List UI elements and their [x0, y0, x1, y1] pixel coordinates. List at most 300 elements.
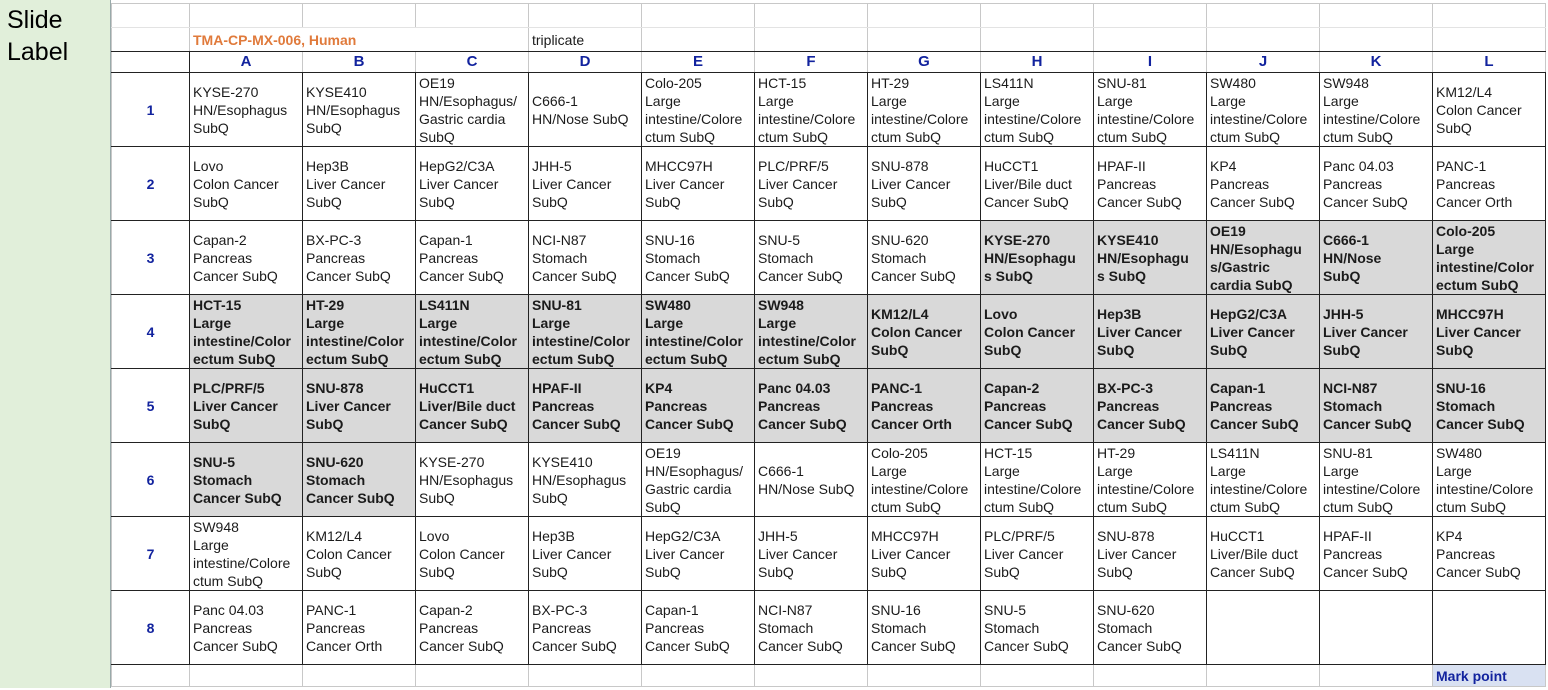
grid-cell-i3[interactable] [1094, 221, 1207, 295]
grid-cell-c8[interactable] [416, 591, 529, 665]
cell-text-line: Cancer SubQ [532, 415, 621, 432]
grid-cell-l5[interactable] [1433, 369, 1546, 443]
row-header-1[interactable]: 1 [112, 73, 190, 147]
cell-text-line: OE19 [1210, 222, 1246, 239]
cell-text-line: intestine/Colore [871, 480, 969, 497]
cell-text-line: Large [1323, 92, 1359, 109]
grid-cell-b8[interactable] [303, 591, 416, 665]
column-header-d[interactable]: D [529, 52, 642, 73]
grid-cell-k8[interactable] [1320, 591, 1433, 665]
grid-cell-h5[interactable] [981, 369, 1094, 443]
cell-text-line: Stomach [1436, 397, 1496, 414]
grid-cell-l8[interactable] [1433, 591, 1546, 665]
cell-text-line: SW480 [645, 296, 691, 313]
grid-cell-i1[interactable] [1094, 73, 1207, 147]
corner-cell[interactable] [112, 52, 190, 73]
cell-text-line: HN/Nose [1323, 249, 1382, 266]
cell-text-line: SubQ [871, 563, 907, 580]
cell-text-line: intestine/Color [193, 332, 292, 349]
cell-text-line: Colon Cancer [871, 323, 963, 340]
cell-text-line: Colon Cancer [984, 323, 1076, 340]
cell-text-line: ctum SubQ [1097, 498, 1168, 515]
sheet-cell[interactable] [1320, 4, 1433, 28]
cell-text-line: SubQ [1323, 267, 1361, 284]
grid-cell-i8[interactable] [1094, 591, 1207, 665]
grid-cell-j7[interactable] [1207, 517, 1320, 591]
column-header-i[interactable]: I [1094, 52, 1207, 73]
sheet-cell[interactable] [642, 665, 755, 687]
row-header-7[interactable]: 7 [112, 517, 190, 591]
cell-text-line: Cancer SubQ [645, 415, 734, 432]
cell-text-line: HT-29 [871, 74, 910, 91]
column-header-h[interactable]: H [981, 52, 1094, 73]
cell-text-line: Large [193, 536, 229, 553]
grid-cell-l3[interactable] [1433, 221, 1546, 295]
cell-text-line: PANC-1 [306, 601, 357, 618]
grid-cell-e7[interactable] [642, 517, 755, 591]
grid-cell-j2[interactable] [1207, 147, 1320, 221]
cell-text-line: Large [871, 462, 907, 479]
row-header-8[interactable]: 8 [112, 591, 190, 665]
mark-point-cell[interactable]: Mark point [1433, 665, 1546, 687]
sheet-cell[interactable] [981, 28, 1094, 52]
grid-cell-c7[interactable] [416, 517, 529, 591]
grid-cell-d4[interactable] [529, 295, 642, 369]
grid-cell-l4[interactable] [1433, 295, 1546, 369]
grid-cell-k6[interactable] [1320, 443, 1433, 517]
grid-cell-a1[interactable] [190, 73, 303, 147]
grid-row-8 [112, 591, 1546, 665]
grid-cell-g3[interactable] [868, 221, 981, 295]
cell-text-line: KYSE410 [1097, 231, 1159, 248]
sheet-cell[interactable] [190, 665, 303, 687]
cell-text-line: Cancer Orth [306, 637, 383, 654]
grid-cell-d8[interactable] [529, 591, 642, 665]
sheet-cell[interactable] [642, 4, 755, 28]
cell-text-line: Pancreas [532, 397, 595, 414]
cell-text-line: Panc 04.03 [758, 379, 831, 396]
cell-text-line: SubQ [984, 341, 1022, 358]
sheet-cell[interactable] [755, 665, 868, 687]
cell-text-line: SNU-5 [193, 453, 236, 470]
cell-text-line: Cancer SubQ [645, 637, 730, 654]
cell-text-line: Colon Cancer [1436, 101, 1522, 118]
sheet-cell[interactable] [1433, 28, 1546, 52]
cell-text-line: ctum SubQ [1210, 498, 1281, 515]
cell-text-line: Stomach [984, 619, 1040, 636]
sheet-cell[interactable] [755, 28, 868, 52]
cell-text-line: SubQ [1097, 563, 1133, 580]
cell-text-line: SW480 [1210, 74, 1256, 91]
cell-text-line: Hep3B [306, 157, 349, 174]
cell-text-line: SW948 [193, 518, 239, 535]
grid-cell-j5[interactable] [1207, 369, 1320, 443]
grid-cell-k5[interactable] [1320, 369, 1433, 443]
column-header-f[interactable]: F [755, 52, 868, 73]
cell-text-line: Liver Cancer [1097, 323, 1182, 340]
grid-cell-i7[interactable] [1094, 517, 1207, 591]
sheet-cell[interactable] [1207, 28, 1320, 52]
grid-cell-j4[interactable] [1207, 295, 1320, 369]
grid-cell-e4[interactable] [642, 295, 755, 369]
cell-text-line: KYSE-270 [984, 231, 1051, 248]
cell-text-line: Liver Cancer [871, 545, 951, 562]
cell-text-line: intestine/Colore [984, 110, 1082, 127]
cell-text-line: LS411N [1210, 444, 1260, 461]
sheet-cell[interactable] [868, 4, 981, 28]
cell-text-line: NCI-N87 [758, 601, 813, 618]
grid-row-1 [112, 73, 1546, 147]
cell-text-line: KM12/L4 [306, 527, 363, 544]
sheet-cell[interactable] [1094, 28, 1207, 52]
cell-text-line: SNU-81 [532, 296, 582, 313]
grid-cell-a8[interactable] [190, 591, 303, 665]
sheet-cell[interactable] [755, 4, 868, 28]
grid-cell-c4[interactable] [416, 295, 529, 369]
cell-text-line: Cancer SubQ [1436, 415, 1525, 432]
sheet-title[interactable]: TMA-CP-MX-006, Human [190, 28, 529, 52]
sheet-cell[interactable] [529, 665, 642, 687]
grid-cell-a4[interactable] [190, 295, 303, 369]
cell-text-line: KP4 [1436, 527, 1463, 544]
grid-cell-f1[interactable] [755, 73, 868, 147]
row-header-4[interactable]: 4 [112, 295, 190, 369]
sheet-note[interactable]: triplicate [529, 28, 642, 52]
cell-text-line: Colo-205 [871, 444, 928, 461]
grid-cell-k1[interactable] [1320, 73, 1433, 147]
cell-text-line: Cancer SubQ [984, 193, 1069, 210]
cell-text-line: SNU-620 [871, 231, 929, 248]
grid-cell-b5[interactable] [303, 369, 416, 443]
grid-cell-h7[interactable] [981, 517, 1094, 591]
grid-cell-k4[interactable] [1320, 295, 1433, 369]
cell-text-line: Cancer SubQ [1210, 193, 1295, 210]
cell-text-line: Cancer SubQ [1097, 637, 1182, 654]
cell-text-line: HCT-15 [984, 444, 1033, 461]
row-header-2[interactable]: 2 [112, 147, 190, 221]
grid-cell-g2[interactable] [868, 147, 981, 221]
cell-text-line: SubQ [419, 489, 455, 506]
cell-text-line: BX-PC-3 [532, 601, 588, 618]
grid-cell-b4[interactable] [303, 295, 416, 369]
column-header-j[interactable]: J [1207, 52, 1320, 73]
column-header-row [112, 52, 1546, 73]
sheet-cell[interactable] [112, 28, 190, 52]
cell-text-line: Liver Cancer [532, 545, 612, 562]
cell-text-line: ctum SubQ [871, 498, 942, 515]
grid-cell-g6[interactable] [868, 443, 981, 517]
cell-text-line: HN/Esophagus [419, 471, 514, 488]
column-header-g[interactable]: G [868, 52, 981, 73]
sheet-cell[interactable] [1207, 665, 1320, 687]
cell-text-line: SNU-16 [871, 601, 921, 618]
cell-text-line: Stomach [758, 619, 814, 636]
grid-cell-h8[interactable] [981, 591, 1094, 665]
cell-text-line: HPAF-II [532, 379, 582, 396]
grid-cell-a2[interactable] [190, 147, 303, 221]
grid-row-6 [112, 443, 1546, 517]
grid-cell-j6[interactable] [1207, 443, 1320, 517]
cell-text-line: SubQ [1097, 341, 1135, 358]
cell-text-line: SubQ [645, 193, 681, 210]
grid-cell-d1[interactable] [529, 73, 642, 147]
column-header-l[interactable]: L [1433, 52, 1546, 73]
sheet-cell[interactable] [1433, 4, 1546, 28]
cell-text-line: cardia SubQ [1210, 276, 1293, 293]
cell-text-line: Large [193, 314, 232, 331]
cell-text-line: ctum SubQ [1323, 128, 1394, 145]
grid-cell-c5[interactable] [416, 369, 529, 443]
cell-text-line: HN/Esophagus [193, 101, 288, 118]
cell-text-line: Cancer SubQ [984, 637, 1069, 654]
slide-label-line: Label [7, 38, 69, 66]
cell-text-line: Cancer SubQ [1323, 193, 1408, 210]
sheet-cell[interactable] [868, 665, 981, 687]
sheet-cell[interactable] [1320, 28, 1433, 52]
cell-text-line: SW948 [758, 296, 804, 313]
grid-cell-i2[interactable] [1094, 147, 1207, 221]
cell-text-line: intestine/Colore [871, 110, 969, 127]
grid-cell-h4[interactable] [981, 295, 1094, 369]
cell-text-line: intestine/Colore [1097, 110, 1195, 127]
cell-text-line: ctum SubQ [758, 128, 829, 145]
grid-cell-l2[interactable] [1433, 147, 1546, 221]
grid-cell-d7[interactable] [529, 517, 642, 591]
sheet-cell[interactable] [529, 4, 642, 28]
cell-text-line: SNU-878 [871, 157, 929, 174]
grid-cell-b2[interactable] [303, 147, 416, 221]
cell-text-line: OE19 [645, 444, 681, 461]
row-header-3[interactable]: 3 [112, 221, 190, 295]
grid-cell-h6[interactable] [981, 443, 1094, 517]
grid-cell-j3[interactable] [1207, 221, 1320, 295]
grid-cell-a5[interactable] [190, 369, 303, 443]
grid-cell-d2[interactable] [529, 147, 642, 221]
cell-text-line: Cancer SubQ [758, 267, 843, 284]
cell-text-line: PLC/PRF/5 [984, 527, 1055, 544]
grid-cell-h3[interactable] [981, 221, 1094, 295]
grid-cell-k2[interactable] [1320, 147, 1433, 221]
cell-text-line: ctum SubQ [984, 498, 1055, 515]
grid-cell-f7[interactable] [755, 517, 868, 591]
cell-text-line: HuCCT1 [1210, 527, 1265, 544]
cell-text-line: Liver Cancer [1097, 545, 1177, 562]
grid-cell-g1[interactable] [868, 73, 981, 147]
cell-text-line: Capan-1 [419, 231, 473, 248]
grid-cell-b7[interactable] [303, 517, 416, 591]
sheet-cell[interactable] [112, 4, 190, 28]
cell-text-line: MHCC97H [645, 157, 713, 174]
grid-cell-g5[interactable] [868, 369, 981, 443]
grid-cell-h2[interactable] [981, 147, 1094, 221]
cell-text-line: SNU-5 [758, 231, 801, 248]
grid-cell-i4[interactable] [1094, 295, 1207, 369]
grid-cell-l7[interactable] [1433, 517, 1546, 591]
grid-cell-e8[interactable] [642, 591, 755, 665]
cell-text-line: SubQ [532, 563, 568, 580]
grid-cell-a6[interactable] [190, 443, 303, 517]
cell-text-line: HN/Esophagu [1097, 249, 1189, 266]
grid-cell-g4[interactable] [868, 295, 981, 369]
cell-text-line: HCT-15 [758, 74, 807, 91]
cell-text-line: HCT-15 [193, 296, 242, 313]
cell-text-line: Stomach [871, 619, 927, 636]
grid-cell-g8[interactable] [868, 591, 981, 665]
grid-cell-c2[interactable] [416, 147, 529, 221]
grid-cell-k7[interactable] [1320, 517, 1433, 591]
grid-cell-e6[interactable] [642, 443, 755, 517]
column-header-e[interactable]: E [642, 52, 755, 73]
grid-cell-a7[interactable] [190, 517, 303, 591]
grid-cell-c3[interactable] [416, 221, 529, 295]
grid-cell-d5[interactable] [529, 369, 642, 443]
cell-text-line: intestine/Color [1436, 258, 1535, 275]
grid-cell-c1[interactable] [416, 73, 529, 147]
cell-text-line: KP4 [1210, 157, 1237, 174]
cell-text-line: ectum SubQ [532, 350, 615, 367]
grid-cell-f4[interactable] [755, 295, 868, 369]
cell-text-line: SNU-620 [1097, 601, 1155, 618]
column-header-a[interactable]: A [190, 52, 303, 73]
cell-text-line: SubQ [1323, 341, 1361, 358]
grid-cell-f5[interactable] [755, 369, 868, 443]
cell-text-line: intestine/Colore [1210, 480, 1308, 497]
cell-text-line: s/Gastric [1210, 258, 1270, 275]
column-header-c[interactable]: C [416, 52, 529, 73]
cell-text-line: Large [1210, 462, 1246, 479]
cell-text-line: KYSE410 [306, 83, 367, 100]
grid-cell-h1[interactable] [981, 73, 1094, 147]
grid-cell-f2[interactable] [755, 147, 868, 221]
sheet-cell[interactable] [1207, 4, 1320, 28]
grid-cell-l1[interactable] [1433, 73, 1546, 147]
grid-cell-j8[interactable] [1207, 591, 1320, 665]
grid-cell-f3[interactable] [755, 221, 868, 295]
sheet-cell[interactable] [190, 4, 303, 28]
cell-text-line: Liver/Bile duct [984, 175, 1072, 192]
row-header-6[interactable]: 6 [112, 443, 190, 517]
cell-text-line: Colon Cancer [419, 545, 505, 562]
cell-text-line: HuCCT1 [419, 379, 475, 396]
grid-cell-f8[interactable] [755, 591, 868, 665]
cell-text-line: Pancreas [758, 397, 821, 414]
grid-cell-l6[interactable] [1433, 443, 1546, 517]
cell-text-line: s SubQ [1097, 267, 1147, 284]
cell-text-line: OE19 [419, 74, 455, 91]
sheet-cell[interactable] [112, 665, 190, 687]
sheet-cell[interactable] [416, 665, 529, 687]
cell-text-line: PLC/PRF/5 [193, 379, 265, 396]
cell-text-line: Large [645, 92, 681, 109]
sheet-cell[interactable] [981, 665, 1094, 687]
slide-label-line: Slide [7, 6, 63, 34]
cell-text-line: Pancreas [984, 397, 1047, 414]
sheet-cell[interactable] [303, 4, 416, 28]
cell-text-line: Large [758, 314, 797, 331]
cell-text-line: PANC-1 [1436, 157, 1487, 174]
cell-text-line: NCI-N87 [1323, 379, 1378, 396]
grid-row-2 [112, 147, 1546, 221]
cell-text-line: ctum SubQ [984, 128, 1055, 145]
cell-text-line: C666-1 [1323, 231, 1369, 248]
grid-cell-d3[interactable] [529, 221, 642, 295]
cell-text-line: MHCC97H [1436, 305, 1504, 322]
cell-text-line: intestine/Colore [1323, 110, 1421, 127]
grid-cell-e3[interactable] [642, 221, 755, 295]
column-header-b[interactable]: B [303, 52, 416, 73]
cell-text-line: SNU-878 [1097, 527, 1155, 544]
grid-cell-e5[interactable] [642, 369, 755, 443]
cell-text-line: Panc 04.03 [193, 601, 264, 618]
cell-text-line: HN/Nose SubQ [532, 110, 629, 127]
sheet-cell[interactable] [1320, 665, 1433, 687]
grid-cell-e2[interactable] [642, 147, 755, 221]
cell-text-line: SubQ [1210, 341, 1248, 358]
cell-text-line: Lovo [419, 527, 450, 544]
sheet-cell[interactable] [416, 4, 529, 28]
cell-text-line: Capan-1 [1210, 379, 1266, 396]
sheet-cell[interactable] [1094, 665, 1207, 687]
cell-text-line: Pancreas [1436, 545, 1496, 562]
grid-cell-f6[interactable] [755, 443, 868, 517]
grid-cell-a3[interactable] [190, 221, 303, 295]
cell-text-line: SW480 [1436, 444, 1482, 461]
cell-text-line: ectum SubQ [306, 350, 389, 367]
cell-text-line: HN/Esophagus/ [645, 462, 744, 479]
cell-text-line: intestine/Colore [758, 110, 856, 127]
grid-cell-b6[interactable] [303, 443, 416, 517]
grid-cell-g7[interactable] [868, 517, 981, 591]
grid-cell-d6[interactable] [529, 443, 642, 517]
cell-text-line: Cancer SubQ [532, 637, 617, 654]
cell-text-line: SubQ [645, 563, 681, 580]
cell-text-line: Pancreas [419, 619, 479, 636]
cell-text-line: LS411N [419, 296, 470, 313]
grid-cell-b3[interactable] [303, 221, 416, 295]
cell-text-line: Capan-2 [984, 379, 1040, 396]
sheet-cell[interactable] [642, 28, 755, 52]
grid-cell-b1[interactable] [303, 73, 416, 147]
cell-text-line: LS411N [984, 74, 1034, 91]
cell-text-line: HN/Esophagu [984, 249, 1076, 266]
cell-text-line: Pancreas [1210, 397, 1273, 414]
sheet-cell[interactable] [868, 28, 981, 52]
cell-text-line: Pancreas [1323, 545, 1383, 562]
blank-row [112, 4, 1546, 28]
grid-cell-e1[interactable] [642, 73, 755, 147]
cell-text-line: Cancer Orth [1436, 193, 1513, 210]
cell-text-line: BX-PC-3 [1097, 379, 1154, 396]
sheet-cell[interactable] [981, 4, 1094, 28]
grid-cell-i5[interactable] [1094, 369, 1207, 443]
sheet-cell[interactable] [1094, 4, 1207, 28]
slide-label-panel[interactable] [0, 0, 111, 688]
cell-text-line: Pancreas [1436, 175, 1496, 192]
grid-cell-k3[interactable] [1320, 221, 1433, 295]
sheet-cell[interactable] [303, 665, 416, 687]
cell-text-line: KM12/L4 [1436, 83, 1493, 100]
cell-text-line: NCI-N87 [532, 231, 587, 248]
cell-text-line: SubQ [193, 193, 229, 210]
grid-cell-j1[interactable] [1207, 73, 1320, 147]
row-header-5[interactable]: 5 [112, 369, 190, 443]
column-header-k[interactable]: K [1320, 52, 1433, 73]
cell-text-line: Liver Cancer [758, 545, 838, 562]
cell-text-line: intestine/Colore [645, 110, 743, 127]
cell-text-line: Pancreas [1097, 175, 1157, 192]
grid-cell-c6[interactable] [416, 443, 529, 517]
grid-cell-i6[interactable] [1094, 443, 1207, 517]
